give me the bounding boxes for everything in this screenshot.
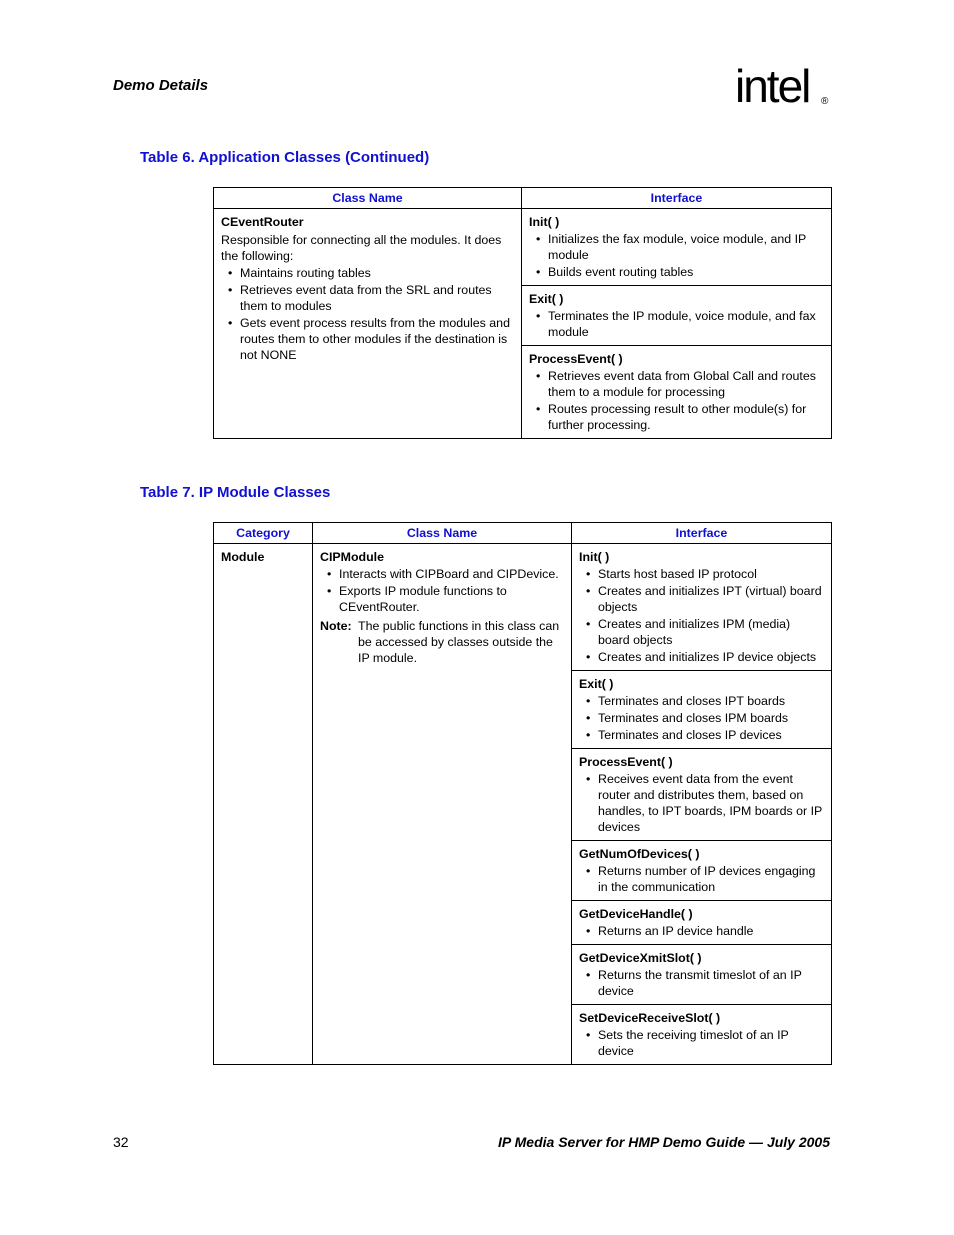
- category-cell: Module: [214, 544, 313, 1065]
- interface-cell: [572, 544, 832, 671]
- ip-module-classes-table: [213, 522, 832, 1065]
- cipmodule-cell: [313, 544, 572, 1065]
- interface-cell: [572, 841, 832, 901]
- interface-cell: [572, 901, 832, 945]
- list-item: • Creates and initializes IPM (media) board objects: [579, 616, 824, 648]
- interface-cell: [572, 945, 832, 1005]
- interface-cell: [572, 1005, 832, 1065]
- interface-cell: [572, 749, 832, 841]
- class-description: Responsible for connecting all the modules. It does the following:: [221, 233, 502, 263]
- note-text: The public functions in this class can be accessed by classes outside the IP module.: [358, 619, 560, 665]
- interface-name: ProcessEvent( ): [579, 755, 673, 769]
- ceventrouter-cell: [214, 209, 522, 439]
- interface-bullets: [579, 967, 824, 999]
- interface-bullets: [579, 771, 824, 835]
- interface-name: ProcessEvent( ): [529, 352, 623, 366]
- interface-name: Init( ): [529, 215, 560, 229]
- list-item: • Returns an IP device handle: [579, 923, 824, 939]
- interface-bullets: [579, 1027, 824, 1059]
- table7-caption: Table 7. IP Module Classes: [140, 484, 331, 501]
- list-item: • Builds event routing tables: [529, 264, 824, 280]
- list-item: • Routes processing result to other module(s) for further processing.: [529, 401, 824, 433]
- intel-logo: [733, 60, 833, 118]
- list-item: • Maintains routing tables: [221, 265, 514, 281]
- interface-bullets: [529, 231, 824, 280]
- footer-doc-title: IP Media Server for HMP Demo Guide — July 2005: [498, 1134, 830, 1150]
- interface-bullets: [579, 693, 824, 743]
- registered-mark: ®: [821, 96, 829, 107]
- interface-cell: [522, 346, 832, 439]
- interface-name: Exit( ): [529, 292, 564, 306]
- list-item: • Terminates and closes IP devices: [579, 727, 824, 743]
- interface-bullets: [579, 566, 824, 665]
- list-item: • Receives event data from the event router and distributes them, based on handles, to IPT boards, IPM boards or IP devices: [579, 771, 824, 835]
- list-item: • Initializes the fax module, voice module, and IP module: [529, 231, 824, 263]
- list-item: • Terminates the IP module, voice module, and fax module: [529, 308, 824, 340]
- list-item: • Gets event process results from the modules and routes them to other modules if the destination is not NONE: [221, 315, 514, 363]
- interface-name: GetDeviceHandle( ): [579, 907, 693, 921]
- interface-name: GetNumOfDevices( ): [579, 847, 700, 861]
- list-item: • Sets the receiving timeslot of an IP device: [579, 1027, 824, 1059]
- table7-header-category: Category: [214, 523, 313, 544]
- list-item: • Terminates and closes IPT boards: [579, 693, 824, 709]
- interface-name: SetDeviceReceiveSlot( ): [579, 1011, 721, 1025]
- note-label: Note:: [320, 619, 352, 633]
- application-classes-table: [213, 187, 832, 439]
- interface-cell: [522, 286, 832, 346]
- class-name: CEventRouter: [221, 215, 304, 229]
- interface-name: Exit( ): [579, 677, 614, 691]
- interface-bullets: [579, 863, 824, 895]
- page-number: 32: [113, 1134, 129, 1150]
- section-title: Demo Details: [113, 77, 209, 94]
- list-item: • Interacts with CIPBoard and CIPDevice.: [320, 566, 564, 582]
- list-item: • Creates and initializes IPT (virtual) board objects: [579, 583, 824, 615]
- list-item: • Retrieves event data from Global Call and routes them to a module for processing: [529, 368, 824, 400]
- class-bullets: [320, 566, 564, 615]
- interface-cell: [572, 671, 832, 749]
- list-item: • Terminates and closes IPM boards: [579, 710, 824, 726]
- table6-header-class-name: Class Name: [214, 188, 522, 209]
- list-item: • Returns number of IP devices engaging in the communication: [579, 863, 824, 895]
- table6-caption: Table 6. Application Classes (Continued): [140, 149, 430, 166]
- interface-bullets: [579, 923, 824, 939]
- class-bullets: [221, 265, 514, 363]
- note: [320, 618, 564, 666]
- interface-bullets: [529, 368, 824, 433]
- logo-wordmark: intel: [735, 60, 810, 112]
- table6-header-interface: Interface: [522, 188, 832, 209]
- table7-header-class-name: Class Name: [313, 523, 572, 544]
- interface-bullets: [529, 308, 824, 340]
- class-name: CIPModule: [320, 550, 385, 564]
- list-item: • Exports IP module functions to CEventRouter.: [320, 583, 564, 615]
- interface-name: GetDeviceXmitSlot( ): [579, 951, 702, 965]
- list-item: • Starts host based IP protocol: [579, 566, 824, 582]
- interface-cell: [522, 209, 832, 286]
- list-item: • Creates and initializes IP device objects: [579, 649, 824, 665]
- interface-name: Init( ): [579, 550, 610, 564]
- list-item: • Retrieves event data from the SRL and routes them to modules: [221, 282, 514, 314]
- table7-header-interface: Interface: [572, 523, 832, 544]
- list-item: • Returns the transmit timeslot of an IP device: [579, 967, 824, 999]
